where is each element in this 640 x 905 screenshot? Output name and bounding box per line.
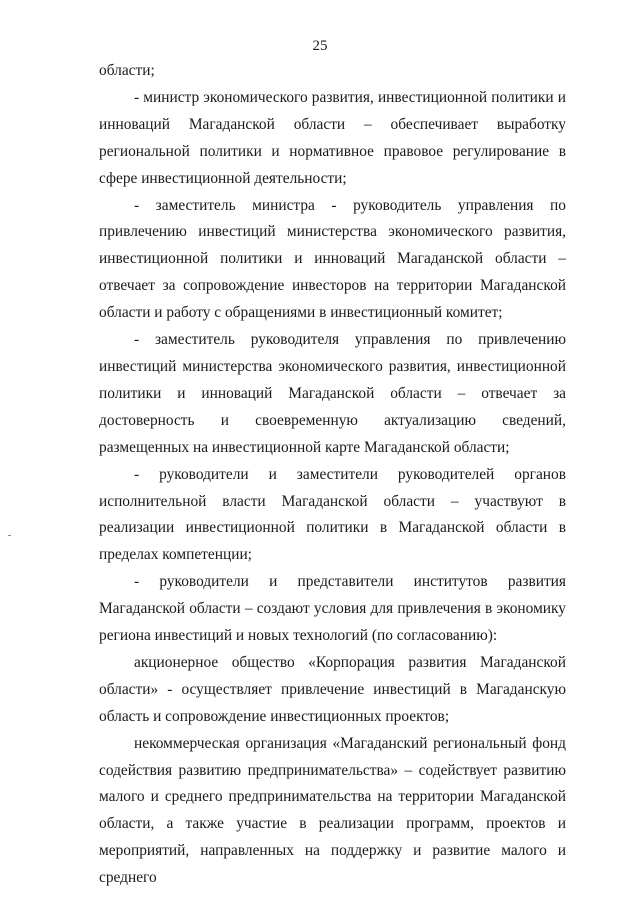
document-body bbox=[99, 58, 566, 892]
paragraph-corporation: акционерное общество «Корпорация развития Магаданской области» - осуществляет привлечение инвестиций в Магаданскую область и сопровождение инвестиционных проектов; bbox=[99, 653, 566, 725]
paragraph-deputy-head: - заместитель руководителя управления по привлечению инвестиций министерства экономического развития, инвестиционной политики и инноваций Магаданской области – отвечает за достоверность и своевременную актуализацию сведений, размещенных на инвестиционной карте Магаданской области; bbox=[99, 331, 566, 456]
paragraph-continuation: области; bbox=[99, 62, 155, 79]
paragraph-executive-heads: - руководители и заместители руководителей органов исполнительной власти Магаданской области – участвуют в реализации инвестиционной политики в Магаданской области в пределах компетенции; bbox=[99, 465, 566, 564]
paragraph-development-institutes: - руководители и представители институтов развития Магаданской области – создают условия для привлечения в экономику региона инвестиций и новых технологий (по согласованию): bbox=[99, 573, 566, 645]
page-number: 25 bbox=[312, 38, 328, 54]
paragraph-support-fund: некоммерческая организация «Магаданский региональный фонд содействия развитию предпринимательства» – содействует развитию малого и среднего предпринимательства на территории Магаданской области, а также участие в реализации программ, проектов и мероприятий, направленных на поддержку и развитие малого и среднего bbox=[99, 734, 566, 887]
margin-mark bbox=[8, 535, 11, 536]
paragraph-deputy-minister: - заместитель министра - руководитель управления по привлечению инвестиций министерства экономического развития, инвестиционной политики и инноваций Магаданской области – отвечает за сопровождение инвесторов на территории Магаданской области и работу с обращениями в инвестиционный комитет; bbox=[99, 196, 566, 322]
paragraph-minister: - министр экономического развития, инвестиционной политики и инноваций Магаданской области – обеспечивает выработку региональной политики и нормативное правовое регулирование в сфере инвестиционной деятельности; bbox=[99, 88, 566, 187]
